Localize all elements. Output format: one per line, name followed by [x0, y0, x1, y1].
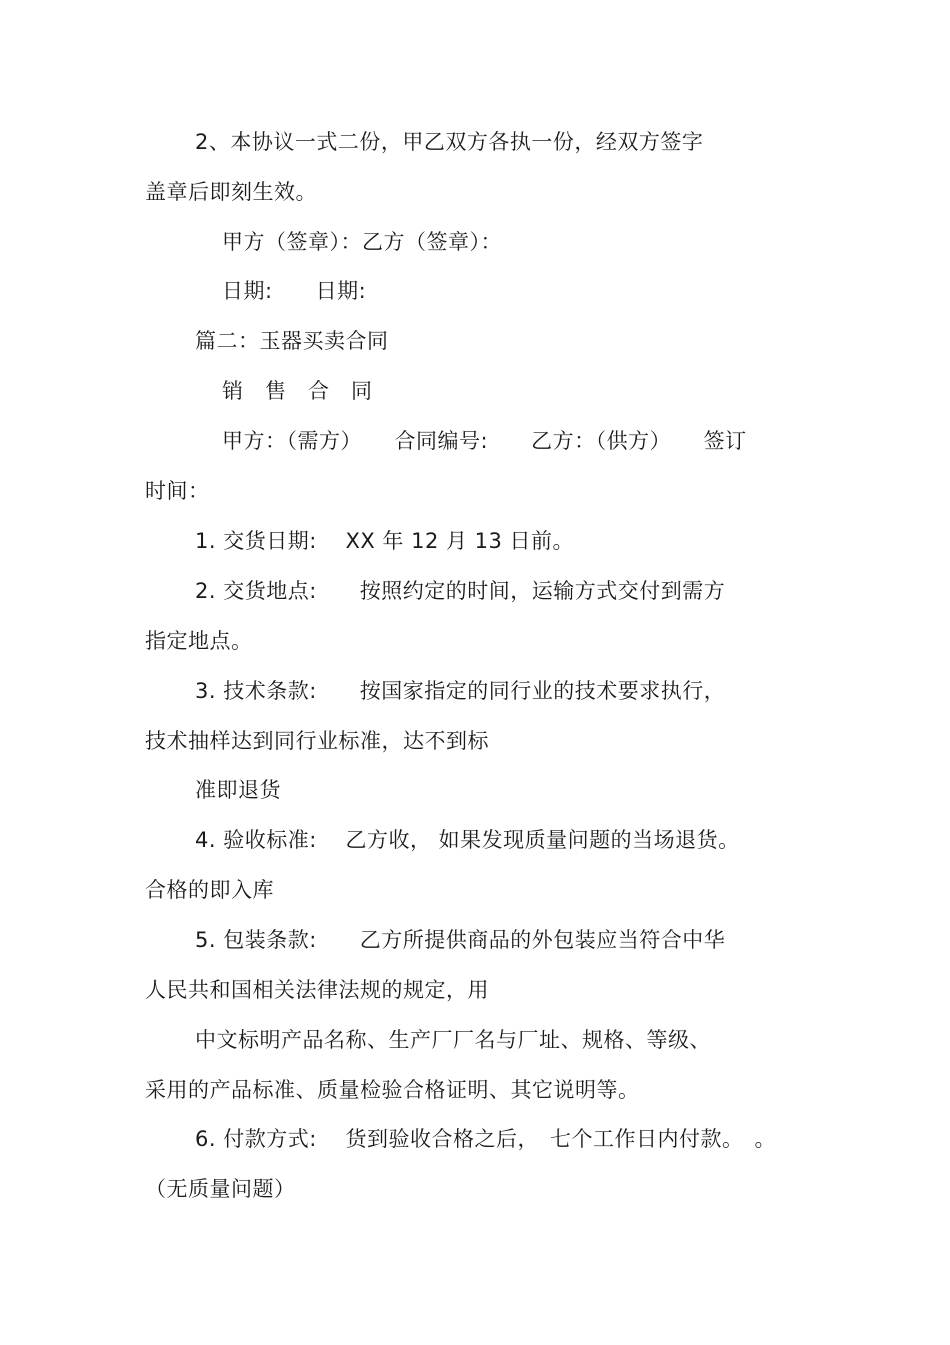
date-line: 日期: 日期:: [222, 279, 367, 303]
paragraph-line: 时间：: [145, 479, 210, 503]
paragraph-line: 准即退货: [195, 778, 281, 802]
clause-line: 2. 交货地点: 按照约定的时间，运输方式交付到需方: [195, 579, 726, 603]
clause-line: 1. 交货日期: XX 年 12 月 13 日前。: [195, 529, 575, 553]
paragraph-line: 人民共和国相关法律法规的规定，用: [145, 978, 489, 1002]
paragraph-line: 2、本协议一式二份，甲乙双方各执一份，经双方签字: [195, 130, 704, 154]
paragraph-line: 指定地点。: [145, 629, 253, 653]
paragraph-line: （无质量问题）: [145, 1177, 296, 1201]
clause-line: 4. 验收标准: 乙方收， 如果发现质量问题的当场退货。: [195, 828, 740, 852]
clause-line: 5. 包装条款: 乙方所提供商品的外包装应当符合中华: [195, 928, 726, 952]
parties-line: 甲方：（需方） 合同编号: 乙方：（供方） 签订: [222, 429, 747, 453]
paragraph-line: 合格的即入库: [145, 878, 274, 902]
paragraph-line: 采用的产品标准、质量检验合格证明、其它说明等。: [145, 1078, 640, 1102]
signature-line: 甲方（签章）：乙方（签章）：: [222, 230, 502, 254]
paragraph-line: 中文标明产品名称、生产厂厂名与厂址、规格、等级、: [195, 1028, 711, 1052]
clause-line: 6. 付款方式: 货到验收合格之后， 七个工作日内付款。 。: [195, 1127, 776, 1151]
contract-title: 销 售 合 同: [222, 379, 373, 403]
paragraph-line: 盖章后即刻生效。: [145, 180, 317, 204]
paragraph-line: 技术抽样达到同行业标准，达不到标: [145, 729, 489, 753]
section-heading: 篇二：玉器买卖合同: [195, 329, 389, 353]
clause-line: 3. 技术条款: 按国家指定的同行业的技术要求执行，: [195, 679, 726, 703]
